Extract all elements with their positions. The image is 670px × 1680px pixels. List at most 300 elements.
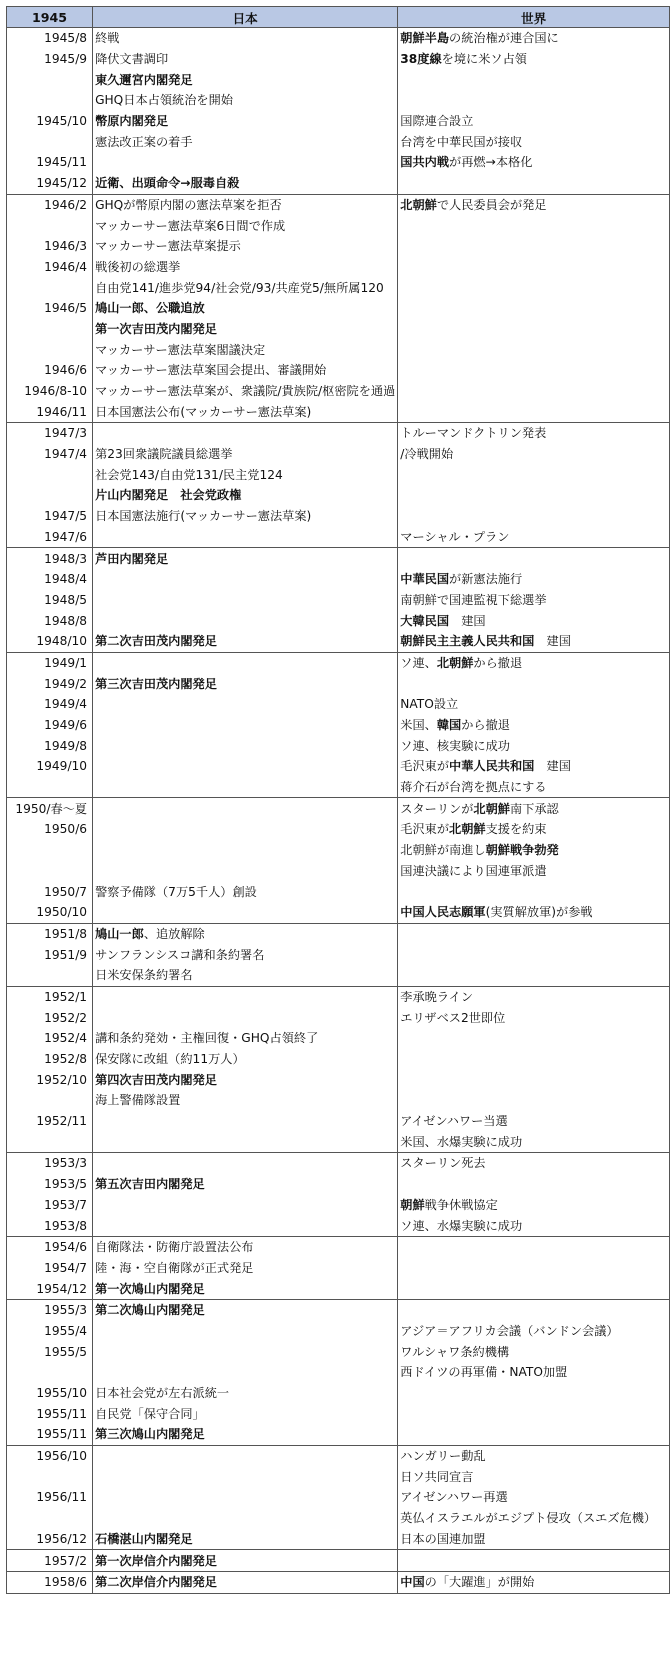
- table-row: [7, 485, 670, 506]
- event-text: ワルシャワ条約機構: [400, 1344, 510, 1359]
- event-text: /冷戦開始: [400, 447, 454, 462]
- table-header: [7, 7, 670, 28]
- table-row: [7, 1236, 670, 1257]
- date-cell: 1955/11: [7, 1424, 93, 1445]
- japan-event-cell: [93, 215, 398, 236]
- table-row: [7, 1131, 670, 1152]
- table-row: [7, 1362, 670, 1383]
- table-row: [7, 902, 670, 923]
- date-cell: 1954/6: [7, 1236, 93, 1257]
- event-text: 降伏文書調印: [95, 52, 169, 67]
- japan-event-cell: [93, 464, 398, 485]
- table-row: [7, 1278, 670, 1299]
- event-text-bold: 朝鮮: [400, 1197, 425, 1212]
- event-text: NATO設立: [400, 697, 459, 712]
- world-event-cell: [398, 1445, 670, 1466]
- event-text-bold: 朝鮮戦争勃発: [485, 843, 559, 858]
- event-text: ソ連、水爆実験に成功: [400, 1218, 523, 1233]
- world-event-cell: [398, 1090, 670, 1111]
- japan-event-cell: [93, 1571, 398, 1593]
- date-cell: [7, 965, 93, 986]
- world-event-cell: [398, 1571, 670, 1593]
- japan-event-cell: [93, 923, 398, 944]
- japan-event-cell: [93, 360, 398, 381]
- world-event-cell: [398, 923, 670, 944]
- world-event-cell: [398, 1487, 670, 1508]
- date-cell: [7, 319, 93, 340]
- event-text: アイゼンハワー再選: [400, 1490, 508, 1505]
- table-row: [7, 423, 670, 444]
- japan-event-cell: [93, 902, 398, 923]
- japan-event-cell: [93, 965, 398, 986]
- world-event-cell: [398, 715, 670, 736]
- japan-event-cell: [93, 694, 398, 715]
- world-event-cell: [398, 1236, 670, 1257]
- world-event-cell: [398, 1466, 670, 1487]
- event-text: (実質解放軍)が参戦: [485, 905, 593, 920]
- header-world: 世界: [398, 7, 670, 28]
- japan-event-cell: [93, 1215, 398, 1236]
- world-event-cell: [398, 652, 670, 673]
- date-cell: 1948/5: [7, 590, 93, 611]
- world-event-cell: [398, 1362, 670, 1383]
- world-event-cell: [398, 215, 670, 236]
- event-text: 建国: [534, 759, 571, 774]
- table-row: [7, 152, 670, 173]
- japan-event-cell: [93, 1341, 398, 1362]
- event-text-bold: 北朝鮮: [449, 822, 486, 837]
- date-cell: 1953/8: [7, 1215, 93, 1236]
- event-text-bold: 大韓民国: [400, 613, 450, 628]
- japan-event-cell: [93, 1028, 398, 1049]
- date-cell: 1947/4: [7, 444, 93, 465]
- table-row: [7, 401, 670, 422]
- table-row: [7, 965, 670, 986]
- japan-event-cell: [93, 777, 398, 798]
- event-text: 建国: [449, 613, 486, 628]
- date-cell: 1956/12: [7, 1529, 93, 1550]
- japan-event-cell: [93, 1049, 398, 1070]
- world-event-cell: [398, 1550, 670, 1572]
- japan-event-cell: [93, 798, 398, 819]
- table-row: [7, 194, 670, 215]
- japan-event-cell: [93, 90, 398, 111]
- event-text-bold: 第一次岸信介内閣発足: [95, 1553, 217, 1568]
- date-cell: 1946/11: [7, 401, 93, 422]
- event-text: 海上警備隊設置: [95, 1093, 181, 1108]
- world-event-cell: [398, 1153, 670, 1174]
- japan-event-cell: [93, 1174, 398, 1195]
- date-cell: [7, 1508, 93, 1529]
- world-event-cell: [398, 236, 670, 257]
- date-cell: 1955/5: [7, 1341, 93, 1362]
- date-cell: 1954/7: [7, 1258, 93, 1279]
- japan-event-cell: [93, 756, 398, 777]
- japan-event-cell: [93, 111, 398, 132]
- date-cell: 1946/3: [7, 236, 93, 257]
- japan-event-cell: [93, 1111, 398, 1132]
- date-cell: 1950/6: [7, 819, 93, 840]
- world-event-cell: [398, 1069, 670, 1090]
- date-cell: 1946/2: [7, 194, 93, 215]
- event-text: スターリン死去: [400, 1156, 486, 1171]
- world-event-cell: [398, 777, 670, 798]
- date-cell: 1946/8-10: [7, 381, 93, 402]
- world-event-cell: [398, 881, 670, 902]
- japan-event-cell: [93, 1466, 398, 1487]
- date-cell: 1949/8: [7, 735, 93, 756]
- japan-event-cell: [93, 381, 398, 402]
- event-text: 日本の国連加盟: [400, 1531, 486, 1546]
- event-text-bold: 国共内戦: [400, 155, 450, 170]
- table-row: [7, 986, 670, 1007]
- table-row: [7, 1049, 670, 1070]
- date-cell: 1948/3: [7, 548, 93, 569]
- table-row: [7, 173, 670, 194]
- event-text: 戦争休戦協定: [424, 1197, 498, 1212]
- japan-event-cell: [93, 1153, 398, 1174]
- table-row: [7, 1090, 670, 1111]
- date-cell: 1949/6: [7, 715, 93, 736]
- japan-event-cell: [93, 944, 398, 965]
- world-event-cell: [398, 735, 670, 756]
- table-row: [7, 1550, 670, 1572]
- date-cell: [7, 861, 93, 882]
- event-text: 講和条約発効・主権回復・GHQ占領終了: [95, 1031, 319, 1046]
- table-row: [7, 360, 670, 381]
- date-cell: 1949/4: [7, 694, 93, 715]
- event-text: 終戦: [95, 31, 120, 46]
- world-event-cell: [398, 69, 670, 90]
- date-cell: 1953/3: [7, 1153, 93, 1174]
- japan-event-cell: [93, 1069, 398, 1090]
- date-cell: 1955/3: [7, 1299, 93, 1320]
- world-event-cell: [398, 319, 670, 340]
- table-row: [7, 715, 670, 736]
- japan-event-cell: [93, 652, 398, 673]
- table-row: [7, 840, 670, 861]
- event-text: 英仏イスラエルがエジプト侵攻（スエズ危機）: [400, 1511, 657, 1526]
- world-event-cell: [398, 902, 670, 923]
- date-cell: 1958/6: [7, 1571, 93, 1593]
- world-event-cell: [398, 401, 670, 422]
- date-cell: 1956/10: [7, 1445, 93, 1466]
- japan-event-cell: [93, 298, 398, 319]
- event-text: 自民党「保守合同」: [95, 1406, 205, 1421]
- date-cell: 1948/10: [7, 631, 93, 652]
- table-row: [7, 1007, 670, 1028]
- event-text: 毛沢東が: [400, 822, 450, 837]
- date-cell: [7, 1090, 93, 1111]
- japan-event-cell: [93, 339, 398, 360]
- japan-event-cell: [93, 1508, 398, 1529]
- world-event-cell: [398, 1007, 670, 1028]
- event-text: 国連決議により国連軍派遣: [400, 863, 547, 878]
- table-row: [7, 215, 670, 236]
- event-text-bold: 中国: [400, 1575, 425, 1590]
- world-event-cell: [398, 694, 670, 715]
- event-text: 南朝鮮で国連監視下総選挙: [400, 592, 547, 607]
- table-row: [7, 694, 670, 715]
- world-event-cell: [398, 1131, 670, 1152]
- event-text-bold: 鳩山一郎、公職追放: [95, 301, 205, 316]
- world-event-cell: [398, 1174, 670, 1195]
- world-event-cell: [398, 257, 670, 278]
- world-event-cell: [398, 28, 670, 49]
- event-text-bold: 北朝鮮: [400, 197, 437, 212]
- event-text: GHQ日本占領統治を開始: [95, 93, 233, 108]
- date-cell: 1949/10: [7, 756, 93, 777]
- event-text: 米国、: [400, 718, 437, 733]
- world-event-cell: [398, 506, 670, 527]
- world-event-cell: [398, 1529, 670, 1550]
- table-row: [7, 610, 670, 631]
- japan-event-cell: [93, 444, 398, 465]
- date-cell: 1956/11: [7, 1487, 93, 1508]
- world-event-cell: [398, 1258, 670, 1279]
- world-event-cell: [398, 527, 670, 548]
- date-cell: [7, 1362, 93, 1383]
- table-row: [7, 257, 670, 278]
- date-cell: 1948/8: [7, 610, 93, 631]
- world-event-cell: [398, 360, 670, 381]
- event-text-bold: 鳩山一郎: [95, 926, 144, 941]
- date-cell: 1951/8: [7, 923, 93, 944]
- table-row: [7, 569, 670, 590]
- event-text: マッカーサー憲法草案閣議決定: [95, 342, 266, 357]
- world-event-cell: [398, 1299, 670, 1320]
- date-cell: 1952/1: [7, 986, 93, 1007]
- japan-event-cell: [93, 1383, 398, 1404]
- table-row: [7, 798, 670, 819]
- date-cell: [7, 464, 93, 485]
- event-text-bold: 北朝鮮: [473, 801, 510, 816]
- table-row: [7, 735, 670, 756]
- event-text: スターリンが: [400, 801, 474, 816]
- japan-event-cell: [93, 610, 398, 631]
- world-event-cell: [398, 1424, 670, 1445]
- world-event-cell: [398, 965, 670, 986]
- event-text: 保安隊に改組（約11万人）: [95, 1052, 245, 1067]
- date-cell: 1948/4: [7, 569, 93, 590]
- japan-event-cell: [93, 548, 398, 569]
- world-event-cell: [398, 1403, 670, 1424]
- date-cell: [7, 485, 93, 506]
- date-cell: [7, 90, 93, 111]
- table-row: [7, 444, 670, 465]
- world-event-cell: [398, 756, 670, 777]
- event-text-bold: 韓国: [436, 718, 462, 733]
- event-text: が再燃→本格化: [449, 155, 533, 170]
- event-text-bold: 芦田内閣発足: [95, 551, 169, 566]
- japan-event-cell: [93, 735, 398, 756]
- world-event-cell: [398, 1215, 670, 1236]
- table-row: [7, 1195, 670, 1216]
- date-cell: 1950/春～夏: [7, 798, 93, 819]
- table-row: [7, 319, 670, 340]
- world-event-cell: [398, 1028, 670, 1049]
- date-cell: 1952/4: [7, 1028, 93, 1049]
- table-row: [7, 1571, 670, 1593]
- world-event-cell: [398, 485, 670, 506]
- date-cell: 1951/9: [7, 944, 93, 965]
- date-cell: 1947/5: [7, 506, 93, 527]
- japan-event-cell: [93, 590, 398, 611]
- date-cell: 1947/6: [7, 527, 93, 548]
- japan-event-cell: [93, 1403, 398, 1424]
- japan-event-cell: [93, 69, 398, 90]
- table-row: [7, 548, 670, 569]
- world-event-cell: [398, 90, 670, 111]
- event-text: マッカーサー憲法草案国会提出、審議開始: [95, 363, 327, 378]
- table-row: [7, 28, 670, 49]
- date-cell: 1955/11: [7, 1403, 93, 1424]
- japan-event-cell: [93, 1424, 398, 1445]
- table-row: [7, 236, 670, 257]
- event-text-bold: 中国人民志願軍: [400, 905, 486, 920]
- japan-event-cell: [93, 49, 398, 70]
- table-row: [7, 881, 670, 902]
- event-text: 米国、水爆実験に成功: [400, 1134, 523, 1149]
- event-text: 、追放解除: [143, 926, 205, 941]
- world-event-cell: [398, 569, 670, 590]
- table-row: [7, 819, 670, 840]
- table-row: [7, 923, 670, 944]
- table-row: [7, 464, 670, 485]
- world-event-cell: [398, 631, 670, 652]
- event-text: マッカーサー憲法草案が、衆議院/貴族院/枢密院を通過: [95, 384, 396, 399]
- header-year: 1945: [7, 7, 93, 28]
- japan-event-cell: [93, 173, 398, 194]
- event-text-bold: 近衛、出頭命令→服毒自殺: [95, 176, 240, 191]
- event-text-bold: 第四次吉田茂内閣発足: [95, 1072, 217, 1087]
- timeline-sheet: [6, 6, 670, 1594]
- japan-event-cell: [93, 840, 398, 861]
- event-text: で人民委員会が発足: [436, 197, 547, 212]
- japan-event-cell: [93, 319, 398, 340]
- table-row: [7, 1258, 670, 1279]
- japan-event-cell: [93, 631, 398, 652]
- event-text: 自由党141/進歩党94/社会党/93/共産党5/無所属120: [95, 280, 384, 295]
- japan-event-cell: [93, 1090, 398, 1111]
- event-text: 警察予備隊（7万5千人）創設: [95, 884, 257, 899]
- event-text-bold: 東久邇宮内閣発足: [95, 72, 193, 87]
- event-text-bold: 片山内閣発足 社会党政権: [95, 488, 242, 503]
- event-text: が新憲法施行: [449, 572, 523, 587]
- date-cell: [7, 840, 93, 861]
- table-row: [7, 1403, 670, 1424]
- table-row: [7, 1153, 670, 1174]
- japan-event-cell: [93, 1007, 398, 1028]
- world-event-cell: [398, 840, 670, 861]
- table-row: [7, 69, 670, 90]
- date-cell: 1954/12: [7, 1278, 93, 1299]
- japan-event-cell: [93, 1362, 398, 1383]
- event-text: 北朝鮮が南進し: [400, 843, 486, 858]
- table-row: [7, 631, 670, 652]
- event-text: 蒋介石が台湾を拠点にする: [400, 780, 547, 795]
- japan-event-cell: [93, 1445, 398, 1466]
- date-cell: [7, 1466, 93, 1487]
- world-event-cell: [398, 861, 670, 882]
- japan-event-cell: [93, 1487, 398, 1508]
- table-row: [7, 339, 670, 360]
- world-event-cell: [398, 298, 670, 319]
- table-row: [7, 1174, 670, 1195]
- table-row: [7, 1487, 670, 1508]
- table-row: [7, 1466, 670, 1487]
- japan-event-cell: [93, 194, 398, 215]
- event-text: 西ドイツの再軍備・NATO加盟: [400, 1365, 568, 1380]
- event-text: トルーマンドクトリン発表: [400, 426, 547, 441]
- table-row: [7, 756, 670, 777]
- table-row: [7, 1299, 670, 1320]
- world-event-cell: [398, 111, 670, 132]
- date-cell: 1953/7: [7, 1195, 93, 1216]
- event-text-bold: 石橋湛山内閣発足: [95, 1531, 193, 1546]
- event-text-bold: 中華民国: [400, 572, 450, 587]
- date-cell: [7, 131, 93, 152]
- date-cell: 1946/6: [7, 360, 93, 381]
- table-row: [7, 298, 670, 319]
- event-text: 第23回衆議院議員総選挙: [95, 447, 233, 462]
- timeline-table: [6, 6, 670, 1594]
- event-text: 李承晩ライン: [400, 989, 474, 1004]
- event-text: 日本社会党が左右派統一: [95, 1386, 230, 1401]
- world-event-cell: [398, 152, 670, 173]
- date-cell: 1950/7: [7, 881, 93, 902]
- world-event-cell: [398, 1341, 670, 1362]
- event-text: ソ連、: [400, 655, 437, 670]
- date-cell: 1945/8: [7, 28, 93, 49]
- event-text-bold: 第三次吉田茂内閣発足: [95, 676, 217, 691]
- japan-event-cell: [93, 1236, 398, 1257]
- world-event-cell: [398, 1321, 670, 1342]
- world-event-cell: [398, 1049, 670, 1070]
- header-row: [7, 7, 670, 28]
- table-row: [7, 1445, 670, 1466]
- event-text: 国際連合設立: [400, 114, 474, 129]
- world-event-cell: [398, 944, 670, 965]
- table-row: [7, 1111, 670, 1132]
- world-event-cell: [398, 423, 670, 444]
- table-row: [7, 861, 670, 882]
- date-cell: 1955/4: [7, 1321, 93, 1342]
- date-cell: 1949/2: [7, 673, 93, 694]
- event-text-bold: 中華人民共和国: [449, 759, 535, 774]
- japan-event-cell: [93, 485, 398, 506]
- event-text: から撤退: [461, 718, 510, 733]
- event-text-bold: 朝鮮民主主義人民共和国: [400, 634, 535, 649]
- event-text: を境に米ソ占領: [441, 52, 527, 67]
- world-event-cell: [398, 277, 670, 298]
- japan-event-cell: [93, 1299, 398, 1320]
- japan-event-cell: [93, 277, 398, 298]
- date-cell: 1947/3: [7, 423, 93, 444]
- date-cell: 1952/8: [7, 1049, 93, 1070]
- event-text-bold: 第五次吉田内閣発足: [95, 1177, 205, 1192]
- world-event-cell: [398, 49, 670, 70]
- japan-event-cell: [93, 1195, 398, 1216]
- header-japan: 日本: [93, 7, 398, 28]
- date-cell: [7, 215, 93, 236]
- table-row: [7, 1341, 670, 1362]
- event-text: マッカーサー憲法草案6日間で作成: [95, 218, 286, 233]
- world-event-cell: [398, 610, 670, 631]
- date-cell: 1949/1: [7, 652, 93, 673]
- table-row: [7, 381, 670, 402]
- world-event-cell: [398, 819, 670, 840]
